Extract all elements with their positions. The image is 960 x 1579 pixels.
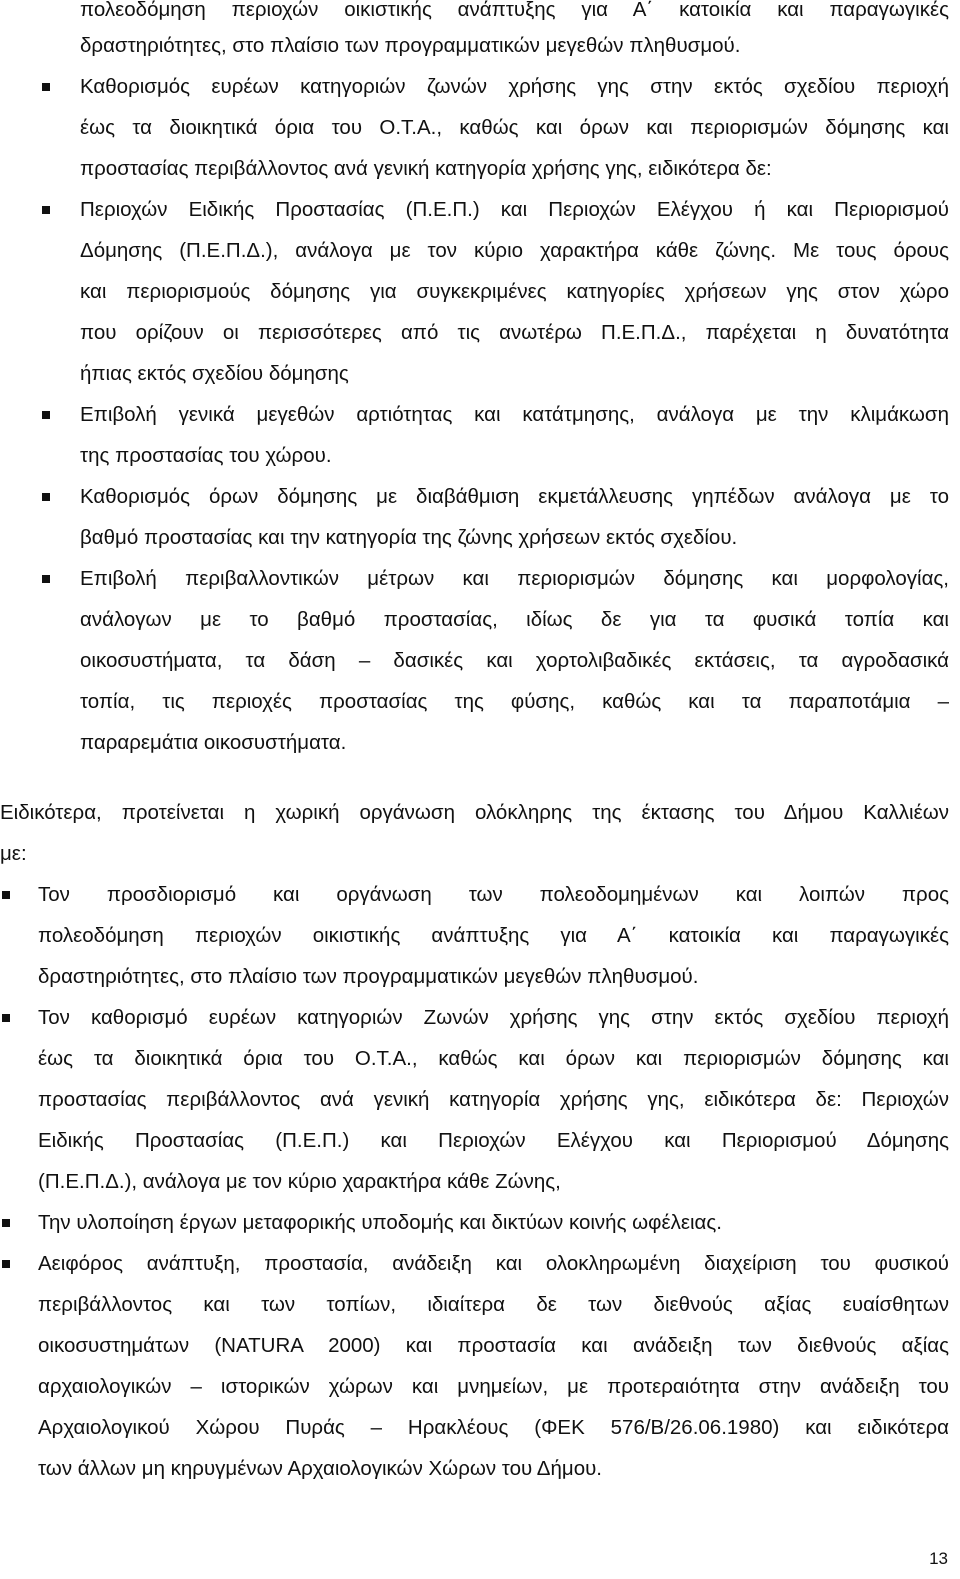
- square-bullet-icon: [42, 206, 50, 214]
- paragraph-line: αρχαιολογικών – ιστορικών χώρων και μνημείων, με προτεραιότητα στην ανάδειξη του: [38, 1375, 949, 1398]
- paragraph-line: οικοσυστήματα, τα δάση – δασικές και χορτολιβαδικές εκτάσεις, τα αγροδασικά: [80, 649, 949, 672]
- paragraph-line: Τον καθορισμό ευρέων κατηγοριών Ζωνών χρήσης γης στην εκτός σχεδίου περιοχή: [38, 1006, 949, 1029]
- paragraph-line: Τον προσδιορισμό και οργάνωση των πολεοδομημένων και λοιπών προς: [38, 883, 949, 906]
- paragraph-line: Επιβολή γενικά μεγεθών αρτιότητας και κατάτμησης, ανάλογα με την κλιμάκωση: [80, 403, 949, 426]
- paragraph-line: περιβάλλοντος και των τοπίων, ιδιαίτερα δε των διεθνούς αξίας ευαίσθητων: [38, 1293, 949, 1316]
- paragraph-line: προστασίας περιβάλλοντος ανά γενική κατηγορία χρήσης γης, ειδικότερα δε:: [80, 157, 772, 180]
- square-bullet-icon: [2, 1260, 10, 1268]
- square-bullet-icon: [42, 83, 50, 91]
- square-bullet-icon: [2, 1219, 10, 1227]
- paragraph-line: δραστηριότητες, στο πλαίσιο των προγραμματικών μεγεθών πληθυσμού.: [38, 965, 699, 988]
- square-bullet-icon: [2, 1014, 10, 1022]
- paragraph-line: προστασίας περιβάλλοντος ανά γενική κατηγορία χρήσης γης, ειδικότερα δε: Περιοχών: [38, 1088, 949, 1111]
- paragraph-line: της προστασίας του χώρου.: [80, 444, 332, 467]
- paragraph-line: οικοσυστημάτων (NATURA 2000) και προστασία και ανάδειξη των διεθνούς αξίας: [38, 1334, 949, 1357]
- paragraph-line: (Π.Ε.Π.Δ.), ανάλογα με τον κύριο χαρακτήρα κάθε Ζώνης,: [38, 1170, 561, 1193]
- paragraph-line: τοπία, τις περιοχές προστασίας της φύσης, καθώς και τα παραποτάμια –: [80, 690, 949, 713]
- paragraph-line: ανάλογων με το βαθμό προστασίας, ιδίως δε για τα φυσικά τοπία και: [80, 608, 949, 631]
- paragraph-line: Επιβολή περιβαλλοντικών μέτρων και περιορισμών δόμησης και μορφολογίας,: [80, 567, 949, 590]
- paragraph-line: παραρεμάτια οικοσυστήματα.: [80, 731, 347, 754]
- paragraph-line: και περιορισμούς δόμησης για συγκεκριμένες κατηγορίες χρήσεων γης στον χώρο: [80, 280, 949, 303]
- paragraph-line: Ειδικότερα, προτείνεται η χωρική οργάνωση ολόκληρης της έκτασης του Δήμου Καλλιέων: [0, 801, 949, 824]
- paragraph-line: με:: [0, 842, 27, 865]
- paragraph-line: Την υλοποίηση έργων μεταφορικής υποδομής και δικτύων κοινής ωφέλειας.: [38, 1211, 722, 1234]
- paragraph-line: Περιοχών Ειδικής Προστασίας (Π.Ε.Π.) και Περιοχών Ελέγχου ή και Περιορισμού: [80, 198, 949, 221]
- square-bullet-icon: [42, 575, 50, 583]
- paragraph-line: πολεοδόμηση περιοχών οικιστικής ανάπτυξης για Α΄ κατοικία και παραγωγικές: [80, 0, 949, 21]
- paragraph-line: έως τα διοικητικά όρια του Ο.Τ.Α., καθώς και όρων και περιορισμών δόμησης και: [38, 1047, 949, 1070]
- paragraph-line: Καθορισμός ευρέων κατηγοριών ζωνών χρήσης γης στην εκτός σχεδίου περιοχή: [80, 75, 949, 98]
- square-bullet-icon: [2, 891, 10, 899]
- square-bullet-icon: [42, 411, 50, 419]
- paragraph-line: που ορίζουν οι περισσότερες από τις ανωτέρω Π.Ε.Π.Δ., παρέχεται η δυνατότητα: [80, 321, 949, 344]
- paragraph-line: Καθορισμός όρων δόμησης με διαβάθμιση εκμετάλλευσης γηπέδων ανάλογα με το: [80, 485, 949, 508]
- square-bullet-icon: [42, 493, 50, 501]
- paragraph-line: Ειδικής Προστασίας (Π.Ε.Π.) και Περιοχών Ελέγχου και Περιορισμού Δόμησης: [38, 1129, 949, 1152]
- paragraph-line: βαθμό προστασίας και την κατηγορία της ζώνης χρήσεων εκτός σχεδίου.: [80, 526, 738, 549]
- paragraph-line: Δόμησης (Π.Ε.Π.Δ.), ανάλογα με τον κύριο χαρακτήρα κάθε ζώνης. Με τους όρους: [80, 239, 949, 262]
- paragraph-line: δραστηριότητες, στο πλαίσιο των προγραμματικών μεγεθών πληθυσμού.: [80, 34, 741, 57]
- paragraph-line: των άλλων μη κηρυγμένων Αρχαιολογικών Χώρων του Δήμου.: [38, 1457, 603, 1480]
- page-number: 13: [929, 1549, 948, 1568]
- paragraph-line: ήπιας εκτός σχεδίου δόμησης: [80, 362, 349, 385]
- paragraph-line: Αειφόρος ανάπτυξη, προστασία, ανάδειξη και ολοκληρωμένη διαχείριση του φυσικού: [38, 1252, 949, 1275]
- paragraph-line: Αρχαιολογικού Χώρου Πυράς – Ηρακλέους (ΦΕΚ 576/Β/26.06.1980) και ειδικότερα: [38, 1416, 949, 1439]
- paragraph-line: πολεοδόμηση περιοχών οικιστικής ανάπτυξης για Α΄ κατοικία και παραγωγικές: [38, 924, 949, 947]
- paragraph-line: έως τα διοικητικά όρια του Ο.Τ.Α., καθώς και όρων και περιορισμών δόμησης και: [80, 116, 949, 139]
